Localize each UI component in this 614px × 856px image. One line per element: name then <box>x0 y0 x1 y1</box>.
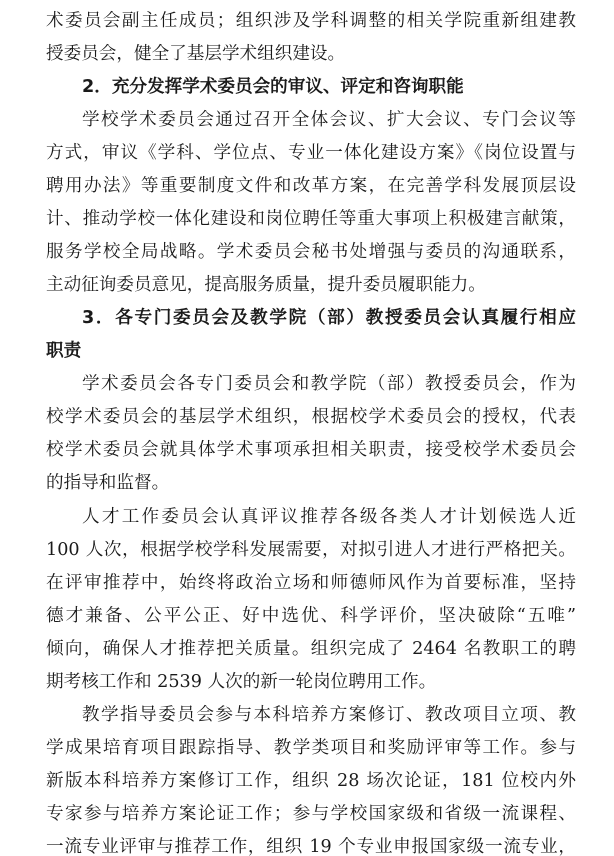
section-heading: 2．充分发挥学术委员会的审议、评定和咨询职能 <box>82 77 464 97</box>
text-line: 一流专业评审与推荐工作，组织 19 个专业申报国家级一流专业， <box>46 837 576 856</box>
text-line: 人才工作委员会认真评议推荐各级各类人才计划候选人近 <box>82 507 576 527</box>
text-line: 主动征询委员意见，提高服务质量，提升委员履职能力。 <box>46 275 486 295</box>
text-line: 教学指导委员会参与本科培养方案修订、教改项目立项、教 <box>82 705 576 725</box>
text-line: 术委员会副主任成员；组织涉及学科调整的相关学院重新组建教 <box>46 11 576 31</box>
text-line: 服务学校全局战略。学术委员会秘书处增强与委员的沟通联系， <box>46 242 576 262</box>
text-line: 学术委员会各专门委员会和教学院（部）教授委员会，作为 <box>82 374 576 394</box>
text-line: 新版本科培养方案修订工作，组织 28 场次论证，181 位校内外 <box>46 771 576 791</box>
text-line: 校学术委员会就具体学术事项承担相关职责，接受校学术委员会 <box>46 440 576 460</box>
text-line: 学校学术委员会通过召开全体会议、扩大会议、专门会议等 <box>82 110 576 130</box>
text-line: 校学术委员会的基层学术组织，根据校学术委员会的授权，代表 <box>46 407 576 427</box>
text-line: 期考核工作和 2539 人次的新一轮岗位聘用工作。 <box>46 672 437 692</box>
text-line: 倾向，确保人才推荐把关质量。组织完成了 2464 名教职工的聘 <box>46 639 576 659</box>
text-line: 方式，审议《学科、学位点、专业一体化建设方案》《岗位设置与 <box>46 143 576 163</box>
text-line: 授委员会，健全了基层学术组织建设。 <box>46 44 346 64</box>
text-line: 在评审推荐中，始终将政治立场和师德师风作为首要标准，坚持 <box>46 573 576 593</box>
text-line: 学成果培育项目跟踪指导、教学类项目和奖励评审等工作。参与 <box>46 738 576 758</box>
text-line: 计、推动学校一体化建设和岗位聘任等重大事项上积极建言献策， <box>46 209 576 229</box>
text-line: 德才兼备、公平公正、好中选优、科学评价，坚决破除“五唯” <box>46 606 576 626</box>
text-line: 的指导和监督。 <box>46 473 170 493</box>
section-heading: 3．各专门委员会及教学院（部）教授委员会认真履行相应 <box>82 308 576 328</box>
text-line: 专家参与培养方案论证工作；参与学校国家级和省级一流课程、 <box>46 804 576 824</box>
section-heading-continuation: 职责 <box>46 341 82 361</box>
text-line: 100 人次，根据学校学科发展需要，对拟引进人才进行严格把关。 <box>46 540 576 560</box>
text-line: 聘用办法》等重要制度文件和改革方案，在完善学科发展顶层设 <box>46 176 576 196</box>
